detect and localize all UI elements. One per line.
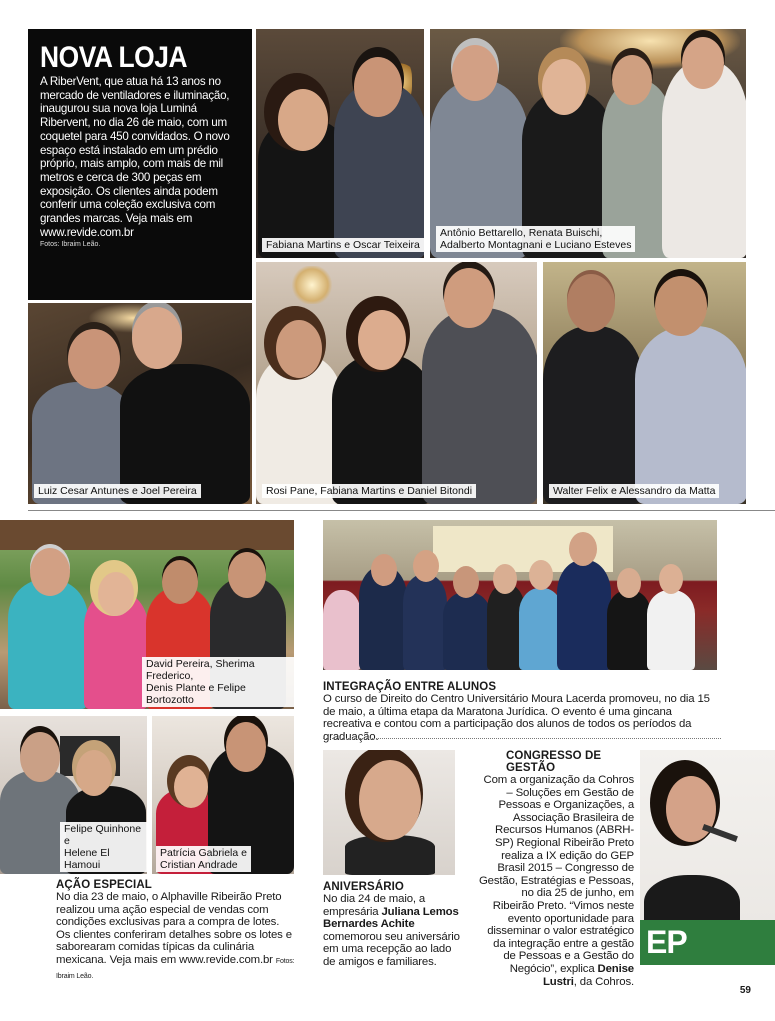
aniversario-body-before: No dia 24 de maio, a empresária: [323, 893, 426, 918]
aniversario-title: ANIVERSÁRIO: [323, 881, 404, 893]
congresso-sign-text: EP: [646, 924, 687, 960]
congresso-block: [478, 750, 634, 988]
photo-patricia-cristian: [152, 716, 294, 874]
caption-line: Patrícia Gabriela e: [160, 847, 247, 859]
photo-david-sherima-denis-felipe: [0, 520, 294, 709]
aniversario-body-after: comemorou seu aniversário em uma recepção ao lado de amigos e familiares.: [323, 930, 460, 968]
caption-line: David Pereira, Sherima Frederico,: [146, 658, 255, 682]
caption: [156, 846, 251, 872]
caption-line: Helene El Hamoui: [64, 847, 110, 871]
photo-fabiana-oscar: [256, 29, 424, 258]
nova-loja-box: [28, 29, 252, 300]
caption: [436, 226, 635, 252]
caption: [142, 657, 294, 707]
aniversario-body: [323, 893, 461, 969]
photo-aniversario: [323, 750, 455, 875]
photo-denise-lustri: [640, 750, 775, 965]
congresso-body-text: Com a organização da Cohros – Soluções em Gestão de Pessoas e Organizações, a Associação Brasileira de Recursos Humanos (ABRH-SP) Regional Ribeirão Preto realiza a IX edição do GEP Brasil 2015 – Congresso de Gestão, Estratégias e Pessoas, no dia 25 de junho, em Ribeirão Preto. “Vimos neste evento oportunidade para disseminar o valor estratégico da integração entre a gestão de Pessoas e a Gestão do Negócio”, explica: [478, 774, 634, 975]
dotted-divider: [323, 738, 721, 739]
integracao-body: O curso de Direito do Centro Universitário Moura Lacerda promoveu, no dia 15 de maio, a última etapa da Maratona Jurídica. O evento é uma gincana recreativa e contou com a participação dos alunos de todos os períodos da graduação.: [323, 693, 710, 743]
acao-especial-block: [56, 879, 296, 983]
integracao-block: [323, 681, 723, 743]
photo-luiz-joel: [28, 303, 252, 504]
photo-walter-alessandro: [543, 262, 746, 504]
congresso-body: [478, 774, 634, 988]
section-divider: [28, 510, 775, 511]
caption-line: Denis Plante e Felipe Bortozotto: [146, 682, 246, 706]
integracao-title: INTEGRAÇÃO ENTRE ALUNOS: [323, 681, 497, 693]
acao-especial-credit: Fotos: Ibraim Leão.: [56, 957, 295, 980]
aniversario-block: [323, 881, 461, 969]
congresso-title: CONGRESSO DE GESTÃO: [506, 750, 602, 774]
photo-felipe-helene: [0, 716, 147, 874]
caption-line: Felipe Quinhone e: [64, 823, 142, 847]
nova-loja-title: NOVA LOJA: [40, 41, 188, 74]
photo-integracao-alunos: [323, 520, 717, 670]
nova-loja-body: A RiberVent, que atua há 13 anos no mercado de ventiladores e iluminação, inaugurou sua nova loja Luminá Ribervent, no dia 26 de maio, com um coquetel para 450 convidados. O novo espaço está instalado em um prédio próprio, mais amplo, com mais de mil metros e cerca de 300 peças em exposição. Os clientes ainda podem conferir uma coleção exclusiva com grandes marcas. Veja mais em www.revide.com.br: [40, 75, 230, 239]
caption-line: Antônio Bettarello, Renata Buischi,: [440, 227, 603, 239]
acao-especial-title: AÇÃO ESPECIAL: [56, 879, 152, 891]
caption: [60, 822, 147, 872]
congresso-body-after: , da Cohros.: [573, 975, 634, 988]
aniversario-name: Juliana Lemos Bernardes Achite: [323, 905, 459, 931]
page-number: 59: [739, 985, 751, 996]
congresso-name: Denise Lustri: [543, 962, 634, 988]
caption-line: Cristian Andrade: [160, 859, 238, 871]
acao-especial-body: [56, 891, 296, 983]
caption: Fabiana Martins e Oscar Teixeira: [262, 238, 424, 252]
caption: Rosi Pane, Fabiana Martins e Daniel Bitondi: [262, 484, 476, 498]
caption: Walter Felix e Alessandro da Matta: [549, 484, 719, 498]
nova-loja-credit: Fotos: Ibraim Leão.: [40, 241, 101, 249]
caption-line: Adalberto Montagnani e Luciano Esteves: [440, 239, 632, 251]
photo-antonio-renata-adalberto-luciano: [430, 29, 746, 258]
acao-especial-body-text: No dia 23 de maio, o Alphaville Ribeirão Preto realizou uma ação especial de vendas com condições exclusivas para a compra de lotes. Os clientes conferiram detalhes sobre os lotes e saborearam comidas típicas da culinária mexicana. Veja mais em www.revide.com.br: [56, 891, 292, 966]
caption: Luiz Cesar Antunes e Joel Pereira: [34, 484, 201, 498]
photo-rosi-fabiana-daniel: [256, 262, 537, 504]
